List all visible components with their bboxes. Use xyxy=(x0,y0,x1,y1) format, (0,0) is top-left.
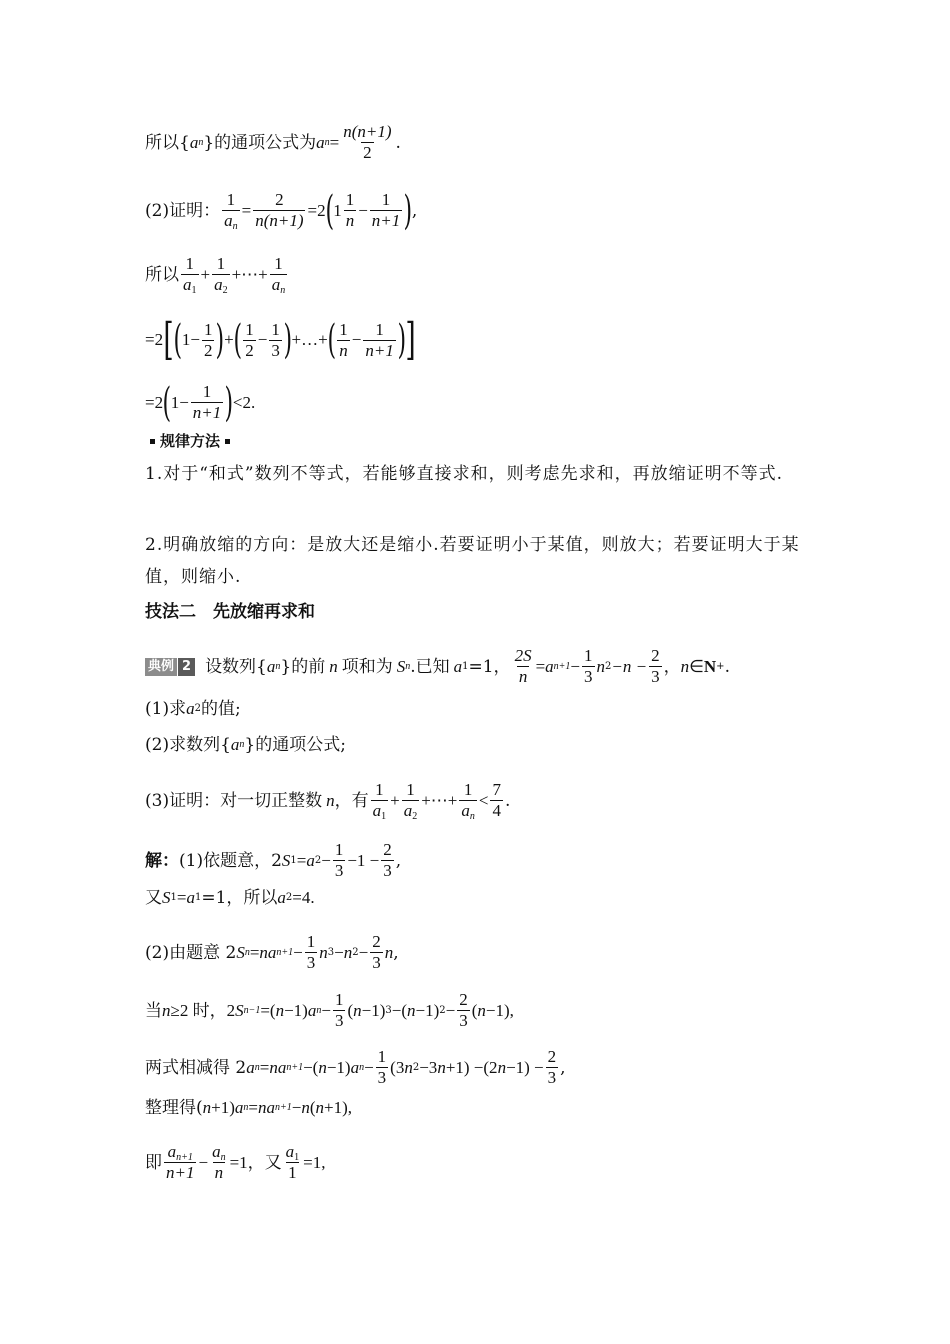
var-a: a xyxy=(183,275,192,294)
solution-line-7 xyxy=(145,1142,800,1183)
fraction xyxy=(546,1047,559,1088)
text: − xyxy=(358,942,369,962)
var-a: a xyxy=(212,1142,221,1161)
text: 设数列{ xyxy=(205,656,267,677)
var-n: n xyxy=(596,656,605,676)
fraction xyxy=(513,646,534,687)
text: =( xyxy=(260,1000,276,1020)
text: − xyxy=(321,1000,331,1020)
text: − xyxy=(445,1000,456,1020)
fraction xyxy=(191,382,223,423)
text: − xyxy=(293,942,303,962)
var-S: S xyxy=(236,942,245,962)
text: = xyxy=(535,656,546,676)
numerator: 2 xyxy=(372,932,381,951)
var-n: n xyxy=(680,656,690,676)
sub-n-plus-1: n+1 xyxy=(176,1152,193,1163)
numerator: 2 xyxy=(459,990,468,1009)
text: = xyxy=(248,1098,258,1117)
text: −1), xyxy=(485,1000,514,1020)
text: ∈ xyxy=(689,656,704,676)
var-n: n xyxy=(437,1057,446,1077)
numerator: 1 xyxy=(375,319,384,339)
text: ， xyxy=(663,656,681,677)
var-a: a xyxy=(277,888,286,907)
var-a: a xyxy=(307,1000,317,1020)
text: 的值; xyxy=(200,699,241,719)
square-bullet-icon xyxy=(150,439,155,444)
fraction xyxy=(490,780,503,821)
var-n: n xyxy=(404,1057,413,1077)
numerator: 1 xyxy=(334,840,344,859)
text: . xyxy=(395,132,401,153)
var-S: S xyxy=(235,1000,244,1020)
text: }的前 xyxy=(280,656,326,677)
text: − xyxy=(291,1098,302,1117)
denominator: n+1 xyxy=(371,211,401,230)
numerator: 1 xyxy=(339,319,348,339)
text: =1, xyxy=(303,1152,326,1172)
text: − xyxy=(257,330,268,349)
numerator: 1 xyxy=(334,990,344,1009)
text: }的通项公式; xyxy=(244,735,346,755)
numerator: 1 xyxy=(216,254,226,273)
denominator: 3 xyxy=(547,1068,557,1087)
var-a: a xyxy=(267,942,277,962)
text: =1， xyxy=(468,656,511,677)
text: }的通项公式为 xyxy=(203,132,317,153)
text: , xyxy=(411,200,418,221)
fraction xyxy=(305,932,318,973)
fraction xyxy=(337,320,350,361)
formula-line-4: =2 [ ( 1 − $\frac{1}{2}$ ) + ( $\frac{1}{2}$ − $\frac{1}{3}$ ) +…+ ( $\frac{1}{n}$ − $\frac{1}{n+1}$ ) ] xyxy=(145,314,417,365)
solution-line-6: 整理得( n +1) a n = n a n+1 − n ( n +1), xyxy=(145,1098,352,1118)
text: , xyxy=(393,942,399,963)
text: 所以{ xyxy=(145,132,190,153)
var-a: a xyxy=(372,801,382,820)
denominator: 3 xyxy=(383,861,392,880)
solution-line-4: 当 n ≥2 时，2 S n−1 =( n −1) a n − $\frac{1}{3}$ ( n −1) 3 −( n −1) 2 − $\frac{2}{3}$ ( n −1), xyxy=(145,990,514,1030)
text: ≥2 时，2 xyxy=(170,1000,236,1020)
text: − xyxy=(358,200,368,220)
denominator: 3 xyxy=(377,1068,387,1087)
numerator: 2 xyxy=(275,190,284,209)
fraction xyxy=(582,646,595,687)
fraction xyxy=(270,254,288,295)
text: +1) −(2 xyxy=(445,1057,498,1077)
denominator: 2 xyxy=(363,143,372,162)
var-n: n xyxy=(275,1000,285,1020)
fraction xyxy=(341,122,393,163)
var-n: n xyxy=(343,942,353,962)
var-a: a xyxy=(350,1057,360,1077)
var-n: n xyxy=(384,942,394,962)
text: ( xyxy=(347,1000,354,1020)
var-a: a xyxy=(545,656,554,676)
text: . xyxy=(724,656,730,677)
text: <2. xyxy=(232,392,256,412)
numerator: 2S xyxy=(514,646,532,665)
var-a: a xyxy=(285,1142,295,1161)
sub-1: 1 xyxy=(381,811,387,822)
text: + xyxy=(200,264,211,284)
denominator: n xyxy=(214,1163,224,1182)
example-statement: 典例 2 设数列{ a n }的前 n 项和为 S n .已知 a 1 =1， $\frac{2S}{n}$ = a n+1 − $\frac{1}{3}$ n 2 −n − $\frac{2}{3}$ ， n ∈ N + . xyxy=(145,646,800,687)
numerator: 1 xyxy=(381,190,391,209)
text: ( xyxy=(471,1000,478,1020)
text: − xyxy=(570,656,580,676)
var-a: a xyxy=(316,132,325,152)
formula-line-5: =2 ( 1 − $\frac{1}{n+1}$ ) <2. xyxy=(145,379,256,426)
numerator: 1 xyxy=(203,319,213,339)
fraction xyxy=(222,190,240,231)
text: ( xyxy=(309,1098,316,1117)
solution-line-1: 解： (1)依题意，2 S 1 = a 2 − $\frac{1}{3}$ −1 − $\frac{2}{3}$ , xyxy=(145,840,402,880)
numerator: 1 xyxy=(345,190,355,209)
text: =2 xyxy=(145,330,164,349)
denominator: 3 xyxy=(651,667,660,686)
solution-line-2: 又 S 1 = a 1 =1，所以 a 2 =4. xyxy=(145,888,315,908)
text: = xyxy=(249,942,260,962)
var-n: n xyxy=(162,1000,171,1020)
question-3: (3)证明：对一切正整数 n ，有 $\frac{1}{a_1}$ + $\frac{1}{a_2}$ +⋯+ $\frac{1}{a_n}$ < $\frac{7}{4}$ . xyxy=(145,780,511,822)
method-point-1: 1.对于“和式”数列不等式，若能够直接求和，则考虑先求和，再放缩证明不等式. xyxy=(145,464,784,484)
text: .已知 xyxy=(410,656,450,677)
fraction xyxy=(371,780,389,821)
fraction xyxy=(363,320,395,361)
formula-line-3 xyxy=(145,254,800,295)
badge-number: 2 xyxy=(178,658,195,676)
var-n: n xyxy=(326,790,335,810)
var-n: n xyxy=(318,1057,327,1077)
square-bullet-icon xyxy=(225,439,230,444)
text: = xyxy=(259,1057,270,1077)
var-a: a xyxy=(230,735,240,754)
text: =4. xyxy=(292,888,315,907)
numerator: 1 xyxy=(202,382,212,401)
denominator: n xyxy=(345,211,355,230)
var-n: n xyxy=(269,1057,278,1077)
denominator: n(n+1) xyxy=(255,211,304,230)
formula-line-2: (2)证明： $\frac{1}{a_n}$ = $\frac{2}{n(n+1)}$ =2 ( 1 $\frac{1}{n}$ − $\frac{1}{n+1}$ ) , xyxy=(145,187,418,234)
method-point-2: 2.明确放缩的方向：是放大还是缩小.若要证明小于某值，则放大；若要证明大于某值，则缩小. xyxy=(145,535,800,587)
var-S: S xyxy=(396,656,406,676)
var-S: S xyxy=(281,850,291,870)
text: − xyxy=(198,1152,209,1172)
numerator: 7 xyxy=(492,780,501,799)
sub-n: n xyxy=(469,811,475,822)
solution-line-5: 两式相减得 2 a n = n a n+1 −( n −1) a n − $\frac{1}{3}$ (3 n 2 −3 n +1) −(2 n −1) − $\frac{2}{3}$ , xyxy=(145,1047,566,1087)
var-a: a xyxy=(271,275,281,294)
numerator: 2 xyxy=(547,1047,557,1066)
text: (3 xyxy=(390,1057,405,1077)
numerator: 1 xyxy=(375,780,384,799)
example-badge xyxy=(145,658,195,676)
denominator: 3 xyxy=(584,667,593,686)
text: , xyxy=(560,1057,566,1078)
text: − xyxy=(334,942,344,962)
denominator: 3 xyxy=(306,953,316,972)
text: 1 xyxy=(333,200,342,220)
text: − xyxy=(321,850,331,870)
text: 即 xyxy=(145,1152,162,1173)
denominator: 3 xyxy=(459,1011,468,1030)
var-a: a xyxy=(189,132,199,152)
denominator: 3 xyxy=(334,1011,344,1030)
text: =1，又 xyxy=(229,1152,282,1172)
fraction xyxy=(402,780,420,821)
fraction xyxy=(333,840,346,881)
sub-n: n xyxy=(280,285,286,296)
question-1: (1)求 a 2 的值; xyxy=(145,699,241,719)
var-a: a xyxy=(246,1057,255,1077)
var-n: n xyxy=(202,1098,212,1117)
text: −1) xyxy=(284,1000,308,1020)
text: −1) xyxy=(326,1057,351,1077)
text: −( xyxy=(303,1057,319,1077)
fraction xyxy=(210,1142,228,1183)
text: = xyxy=(176,888,187,907)
numerator: 1 xyxy=(584,646,593,665)
text: +1) xyxy=(211,1098,235,1117)
var-S: S xyxy=(162,888,171,907)
fraction xyxy=(164,1142,196,1183)
var-a: a xyxy=(167,1142,177,1161)
denominator: 3 xyxy=(372,953,381,972)
var-a: a xyxy=(214,275,223,294)
text: 1 xyxy=(170,392,180,412)
text: (2)证明： xyxy=(145,200,221,221)
text: , xyxy=(395,850,402,871)
fraction xyxy=(370,932,383,973)
method-heading xyxy=(145,429,800,453)
denominator: 3 xyxy=(271,340,280,360)
text: −n − xyxy=(611,656,648,676)
text: (1)依题意，2 xyxy=(179,850,282,871)
set-N: N xyxy=(703,656,717,676)
numerator: 1 xyxy=(245,319,254,339)
fraction xyxy=(376,1047,389,1088)
fraction xyxy=(284,1142,302,1183)
sub-n: n xyxy=(232,221,238,232)
text: ，有 xyxy=(334,790,369,811)
fraction xyxy=(381,840,394,881)
text: +1), xyxy=(324,1098,352,1117)
fraction xyxy=(181,254,199,295)
text: =1，所以 xyxy=(201,888,278,908)
var-a: a xyxy=(453,656,463,676)
sub-n: n xyxy=(220,1152,226,1163)
var-n: n xyxy=(353,1000,362,1020)
numerator: 1 xyxy=(377,1047,387,1066)
sub-2: 2 xyxy=(222,285,228,296)
text: −3 xyxy=(419,1057,438,1077)
text: =2 xyxy=(145,392,164,412)
solution-line-3: (2)由题意 2 S n = n a n+1 − $\frac{1}{3}$ n 3 − n 2 − $\frac{2}{3}$ n , xyxy=(145,932,399,972)
var-a: a xyxy=(403,801,413,820)
fraction xyxy=(459,780,477,821)
fraction xyxy=(269,320,282,361)
text: 两式相减得 2 xyxy=(145,1057,247,1078)
var-a: a xyxy=(277,1057,287,1077)
numerator: 1 xyxy=(185,254,194,273)
text: 又 xyxy=(145,888,162,908)
denominator: 2 xyxy=(245,340,254,360)
var-a: a xyxy=(266,1098,275,1117)
var-a: a xyxy=(266,656,276,676)
section-heading: 技法二 先放缩再求和 xyxy=(145,602,315,622)
solution-label: 解： xyxy=(145,850,179,871)
text: −( xyxy=(391,1000,407,1020)
fraction xyxy=(212,254,230,295)
fraction xyxy=(202,320,215,361)
var-n: n xyxy=(301,1098,310,1117)
text: < xyxy=(478,790,489,810)
denominator: 4 xyxy=(492,801,501,820)
text: 所以 xyxy=(145,264,179,285)
text: (1)求 xyxy=(145,699,187,719)
text: 项和为 xyxy=(341,656,393,677)
var-a: a xyxy=(186,699,195,718)
text: 整理得( xyxy=(145,1098,203,1118)
numerator: 2 xyxy=(383,840,392,859)
text: +⋯+ xyxy=(231,264,268,284)
fraction xyxy=(333,990,346,1031)
text: . xyxy=(504,790,511,811)
var-a: a xyxy=(306,850,315,870)
text: +…+ xyxy=(291,330,328,349)
question-2: (2)求数列{ a n }的通项公式; xyxy=(145,735,346,755)
denominator: n+1 xyxy=(166,1163,195,1182)
text: +⋯+ xyxy=(421,790,458,810)
text: −1) xyxy=(361,1000,386,1020)
text: =2 xyxy=(307,200,326,220)
var-n: n xyxy=(257,1098,267,1117)
text: −1) xyxy=(415,1000,440,1020)
denominator: 2 xyxy=(203,340,213,360)
fraction xyxy=(370,190,402,231)
sub-1: 1 xyxy=(294,1152,300,1163)
var-a: a xyxy=(461,801,470,820)
text: − xyxy=(190,330,200,349)
var-n: n xyxy=(497,1057,507,1077)
var-n: n xyxy=(315,1098,324,1117)
denominator: n+1 xyxy=(365,340,394,360)
numerator: 1 xyxy=(406,780,415,799)
sub-2: 2 xyxy=(412,811,418,822)
numerator: 1 xyxy=(306,932,316,951)
var-n: n xyxy=(259,942,268,962)
denominator: 3 xyxy=(334,861,344,880)
text: 1 xyxy=(181,330,191,349)
numerator: 1 xyxy=(271,319,280,339)
fraction xyxy=(649,646,662,687)
denominator: n+1 xyxy=(192,403,222,422)
fraction xyxy=(253,190,305,231)
numerator: 1 xyxy=(226,190,236,209)
var-n: n xyxy=(477,1000,486,1020)
fraction xyxy=(457,990,470,1031)
denominator: n xyxy=(518,667,528,686)
var-a: a xyxy=(234,1098,244,1117)
denominator: 1 xyxy=(288,1163,297,1182)
text: (2)由题意 2 xyxy=(145,942,237,963)
numerator: n(n+1) xyxy=(343,122,392,141)
var-a: a xyxy=(186,888,195,907)
text: −1 − xyxy=(347,850,380,870)
numerator: 1 xyxy=(463,780,473,799)
text: (3)证明：对一切正整数 xyxy=(145,790,323,811)
numerator: 1 xyxy=(274,254,283,273)
method-title: 规律方法 xyxy=(160,432,221,450)
text: (2)求数列{ xyxy=(145,735,231,755)
badge-label: 典例 xyxy=(145,658,177,676)
formula-line-1: 所以{ a n }的通项公式为 a n = $\frac{n(n+1)}{2}$ . xyxy=(145,122,401,162)
var-n: n xyxy=(319,942,328,962)
var-a: a xyxy=(224,211,233,230)
text: − xyxy=(351,330,362,349)
fraction xyxy=(243,320,256,361)
numerator: 2 xyxy=(651,646,660,665)
denominator: n xyxy=(339,340,348,360)
text: − xyxy=(364,1057,374,1077)
var-n: n xyxy=(329,656,338,676)
text: − xyxy=(179,392,189,412)
sub-1: 1 xyxy=(191,285,197,296)
text: −1) − xyxy=(506,1057,544,1077)
text: = xyxy=(296,850,307,870)
text: 当 xyxy=(145,1000,162,1021)
fraction xyxy=(344,190,357,231)
var-n: n xyxy=(406,1000,416,1020)
